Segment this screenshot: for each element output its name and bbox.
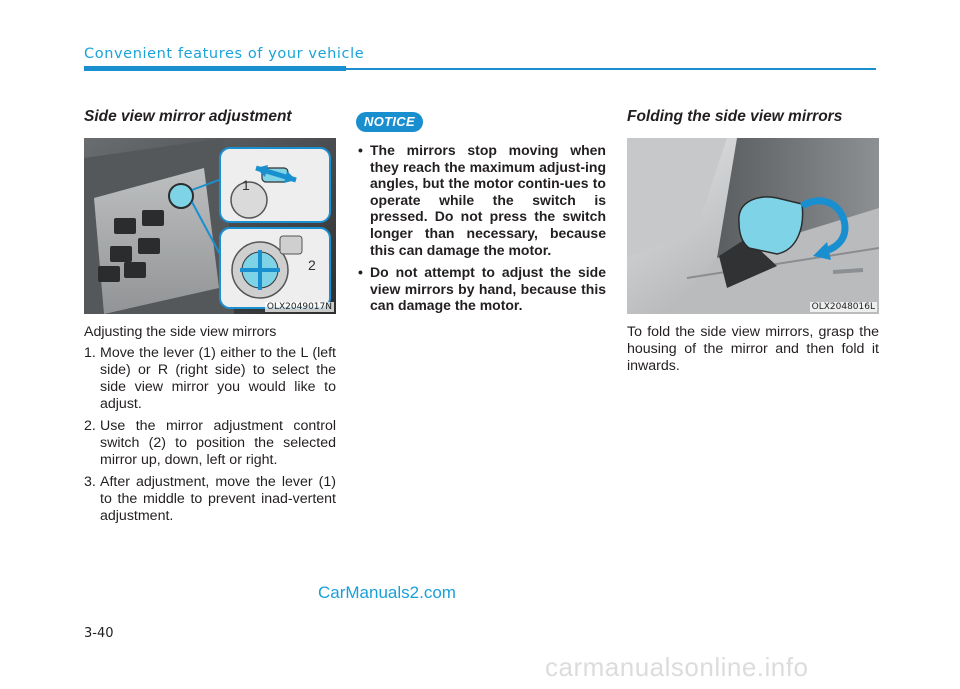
adjustment-steps [84, 345, 336, 525]
notice-badge: NOTICE [356, 112, 423, 132]
figure-code: OLX2048016L [811, 302, 875, 312]
adjustment-lead: Adjusting the side view mirrors [84, 324, 277, 340]
list-item [84, 474, 336, 525]
step-number: 3. [84, 474, 96, 490]
watermark-carmanuals2[interactable]: CarManuals2.com [318, 583, 456, 602]
header-rule-accent [84, 66, 346, 71]
callout-2: 2 [308, 257, 316, 273]
mirror-switch-illustration [84, 138, 336, 314]
left-column [84, 108, 336, 530]
step-number: 1. [84, 345, 96, 361]
right-column [627, 108, 879, 375]
step-text: Move the lever (1) either to the L (left side) or R (right side) to select the side view mirror you would like to adjust. [100, 345, 336, 412]
header-rule [346, 68, 876, 70]
door-switch-panel-graphic [84, 138, 336, 314]
step-text: After adjustment, move the lever (1) to the middle to prevent inad-vertent adjustment. [100, 474, 336, 524]
list-item [356, 264, 606, 314]
step-text: Use the mirror adjustment control switch (2) to position the selected mirror up, down, left or right. [100, 418, 336, 468]
list-item [84, 345, 336, 413]
notice-list [356, 142, 606, 314]
section-header-title: Convenient features of your vehicle [84, 46, 365, 62]
notice-text: The mirrors stop moving when they reach the maximum adjust-ing angles, but the motor contin-ues to operate while the switch is pressed. Do not press the switch longer than necessary, because this can damage the motor. [370, 142, 606, 258]
notice-text: Do not attempt to adjust the side view mirrors by hand, because this can damage the motor. [370, 264, 606, 314]
section-heading-mirror-adjustment: Side view mirror adjustment [84, 108, 292, 125]
figure-code: OLX2049017N [266, 302, 332, 312]
folding-mirror-illustration [627, 138, 879, 314]
watermark-carmanualsonline[interactable]: carmanualsonline.info [545, 652, 809, 682]
list-item [84, 418, 336, 469]
step-number: 2. [84, 418, 96, 434]
folding-instructions: To fold the side view mirrors, grasp the housing of the mirror and then fold it inwards. [627, 324, 879, 374]
car-mirror-graphic [627, 138, 879, 314]
page-number: 3-40 [84, 626, 114, 641]
bullet-icon: • [358, 142, 363, 158]
bullet-icon: • [358, 264, 363, 281]
middle-column [356, 112, 606, 320]
section-heading-folding-mirrors: Folding the side view mirrors [627, 108, 843, 125]
list-item [356, 142, 606, 258]
callout-1: 1 [242, 177, 250, 193]
